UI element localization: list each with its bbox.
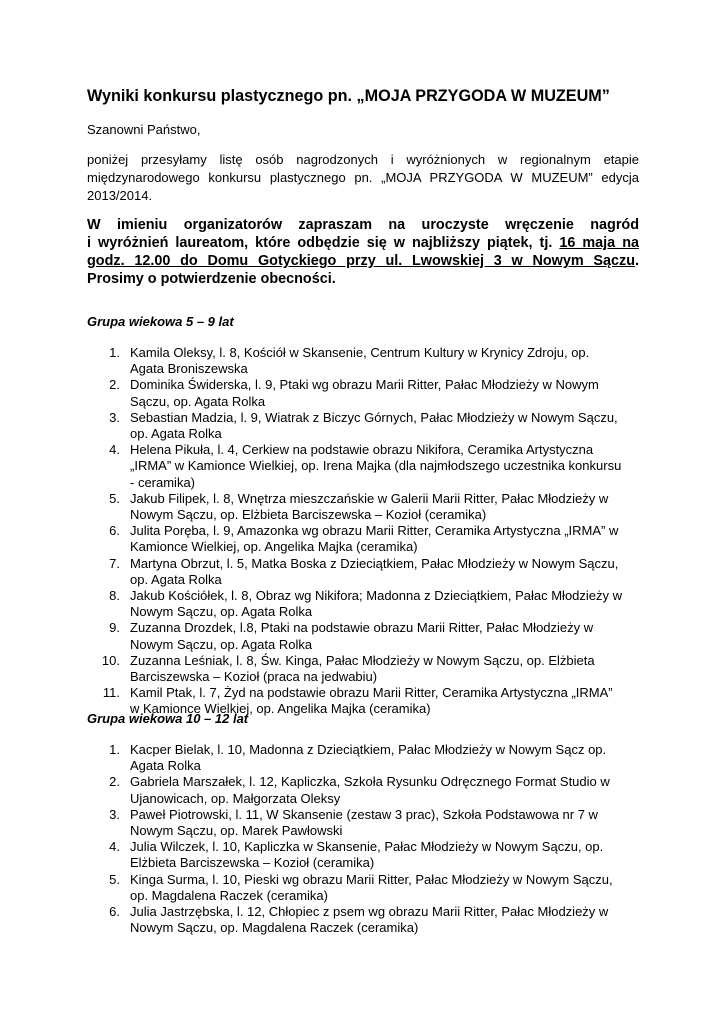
item-text: Kamil Ptak, l. 7, Żyd na podstawie obrazu Marii Ritter, Ceramika Artystyczna „IRMA” w Kamionce Wielkiej, op. Angelika Majka (ceramika) [130, 685, 613, 717]
item-text: Kacper Bielak, l. 10, Madonna z Dzieciątkiem, Pałac Młodzieży w Nowym Sącz op. Agata Rolka [130, 742, 607, 774]
item-number: 5. [109, 490, 120, 506]
list-item [87, 556, 647, 588]
item-number: 1. [109, 345, 120, 360]
group-heading: Grupa wiekowa 5 – 9 lat [87, 314, 234, 329]
greeting: Szanowni Państwo, [87, 122, 201, 137]
item-number: 2. [109, 377, 120, 393]
item-text: Julia Wilczek, l. 10, Kapliczka w Skansenie, Pałac Młodzieży w Nowym Sączu, op. Elżbieta Barciszewska – Kozioł (ceramika) [130, 839, 604, 871]
item-text: Jakub Kościółek, l. 8, Obraz wg Nikifora; Madonna z Dzieciątkiem, Pałac Młodzieży w Nowym Sączu, op. Agata Rolka [130, 588, 623, 620]
item-number: 4. [109, 442, 120, 458]
list-item [87, 410, 647, 442]
invite-line [87, 252, 639, 270]
list-item [87, 442, 647, 491]
item-number: 7. [109, 555, 120, 571]
group-1-list [87, 345, 647, 718]
list-item [87, 653, 647, 685]
item-text: Dominika Świderska, l. 9, Ptaki wg obrazu Marii Ritter, Pałac Młodzieży w Nowym Sączu, op. Agata Rolka [130, 377, 599, 409]
invite-text: i wyróżnień laureatom, które odbędzie się w najbliższy piątek, tj. [87, 235, 560, 251]
item-number: 2. [109, 774, 120, 790]
item-text: Martyna Obrzut, l. 5, Matka Boska z Dzieciątkiem, Pałac Młodzieży w Nowym Sączu, op. Agata Rolka [130, 555, 619, 587]
item-text: Sebastian Madzia, l. 9, Wiatrak z Biczyc Górnych, Pałac Młodzieży w Nowym Sączu, op. Agata Rolka [130, 409, 618, 442]
group-2-list [87, 742, 647, 936]
item-number: 4. [109, 839, 120, 855]
invite-text: . [635, 253, 639, 269]
item-text: Kinga Surma, l. 10, Pieski wg obrazu Marii Ritter, Pałac Młodzieży w Nowym Sączu, op. Magdalena Raczek (ceramika) [130, 871, 613, 903]
item-number: 3. [109, 806, 120, 822]
item-number: 9. [109, 620, 120, 636]
item-text: Zuzanna Leśniak, l. 8, Św. Kinga, Pałac Młodzieży w Nowym Sączu, op. Elżbieta Barciszewska – Kozioł (praca na jedwabiu) [130, 652, 595, 685]
list-item [87, 620, 647, 652]
list-item [87, 839, 647, 871]
list-item [87, 774, 647, 806]
intro-line: poniżej przesyłamy listę osób nagrodzonych i wyróżnionych w regionalnym etapie [87, 152, 639, 167]
list-item [87, 904, 647, 936]
intro-paragraph [87, 151, 639, 205]
list-item [87, 742, 647, 774]
item-number: 6. [109, 904, 120, 920]
confirm-request: Prosimy o potwierdzenie obecności. [87, 271, 336, 287]
list-item [87, 523, 647, 555]
invite-line [87, 234, 639, 252]
list-item [87, 588, 647, 620]
item-number: 6. [109, 523, 120, 539]
list-item [87, 491, 647, 523]
list-item [87, 345, 647, 377]
intro-line: międzynarodowego konkursu plastycznego pn. „MOJA PRZYGODA W MUZEUM” edycja [87, 170, 639, 185]
item-text: Kamila Oleksy, l. 8, Kościół w Skansenie, Centrum Kultury w Krynicy Zdroju, op. Agata Broniszewska [130, 345, 590, 377]
list-item [87, 807, 647, 839]
item-number: 3. [109, 409, 120, 425]
group-heading: Grupa wiekowa 10 – 12 lat [87, 711, 249, 726]
item-text: Zuzanna Drozdek, l.8, Ptaki na podstawie obrazu Marii Ritter, Pałac Młodzieży w Nowym Sączu, op. Agata Rolka [130, 620, 594, 652]
item-number: 1. [109, 742, 120, 757]
event-date: 16 maja na [559, 235, 639, 251]
item-text: Paweł Piotrowski, l. 11, W Skansenie (zestaw 3 prac), Szkoła Podstawowa nr 7 w Nowym Sączu, op. Marek Pawłowski [130, 806, 598, 839]
list-item [87, 872, 647, 904]
item-number: 5. [109, 871, 120, 887]
event-time-place: godz. 12.00 do Domu Gotyckiego przy ul. Lwowskiej 3 w Nowym Sączu [87, 253, 635, 269]
invitation-paragraph [87, 216, 639, 288]
item-number: 11. [102, 685, 120, 701]
item-text: Julia Jastrzębska, l. 12, Chłopiec z psem wg obrazu Marii Ritter, Pałac Młodzieży w Nowym Sączu, op. Magdalena Raczek (ceramika) [130, 904, 609, 936]
list-item [87, 377, 647, 409]
item-text: Julita Poręba, l. 9, Amazonka wg obrazu Marii Ritter, Ceramika Artystyczna „IRMA” w Kamionce Wielkiej, op. Angelika Majka (ceramika) [130, 523, 619, 555]
item-text: Jakub Filipek, l. 8, Wnętrza mieszczańskie w Galerii Marii Ritter, Pałac Młodzieży w Nowym Sączu, op. Elżbieta Barciszewska – Kozioł (ceramika) [130, 490, 609, 523]
item-number: 8. [109, 588, 120, 604]
item-text: Gabriela Marszałek, l. 12, Kapliczka, Szkoła Rysunku Odręcznego Format Studio w Ujanowicach, op. Małgorzata Oleksy [130, 774, 610, 806]
intro-line: 2013/2014. [87, 188, 153, 203]
item-text: Helena Pikuła, l. 4, Cerkiew na podstawie obrazu Nikifora, Ceramika Artystyczna „IRMA” w Kamionce Wielkiej, op. Irena Majka (dla najmłodszego uczestnika konkursu - ceramika) [130, 442, 622, 490]
item-number: 10. [101, 652, 120, 668]
document-title: Wyniki konkursu plastycznego pn. „MOJA PRZYGODA W MUZEUM” [87, 87, 610, 105]
invite-line: W imieniu organizatorów zapraszam na uroczyste wręczenie nagród [87, 217, 639, 233]
